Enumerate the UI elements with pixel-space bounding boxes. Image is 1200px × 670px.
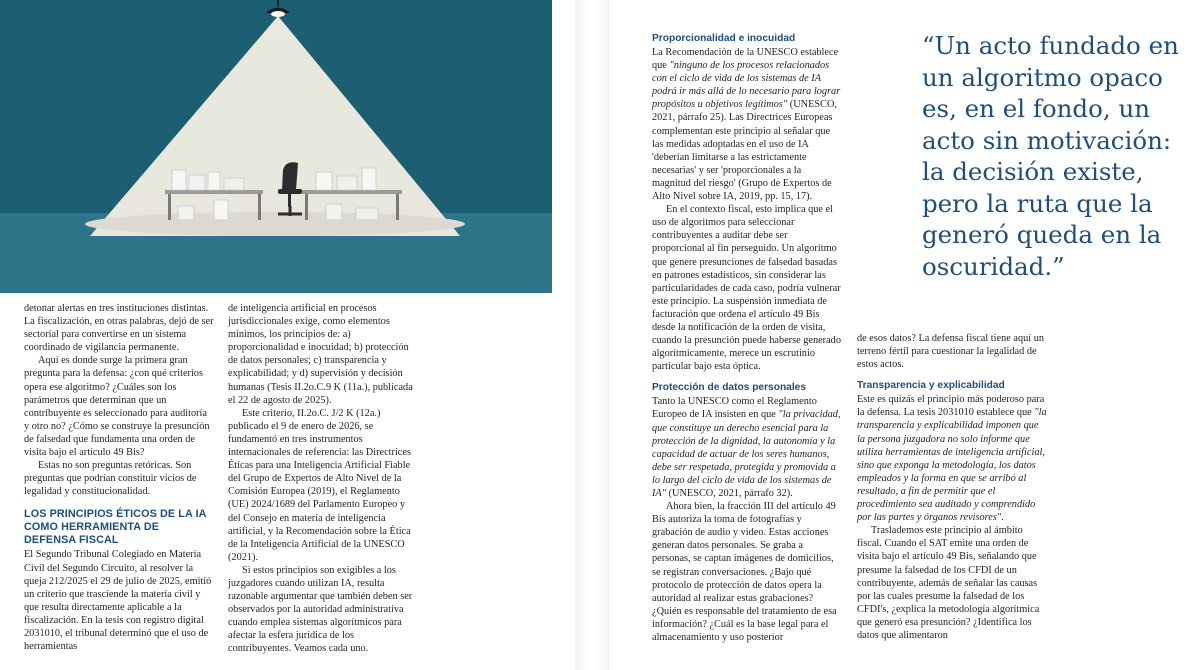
subsection-heading: Proporcionalidad e inocuidad [652,33,796,44]
right-column-2 [857,332,1047,642]
page-gutter [575,0,610,670]
lamp-bulb [271,11,285,17]
paragraph: La Recomendación de la UNESCO establece que "ninguno de los procesos relacionados con el ciclo de vida de los sistemas de IA podrá ir más allá de lo necesario para lograr propósitos u objetivos legítimos" (UNESCO, 2021, párrafo 25). Las Directrices Europeas complementan este principio al señalar que las medidas adoptadas en el uso de IA 'deberían limitarse a las estrictamente necesarias' y ser 'proporcionales a la magnitud del riesgo' (Grupo de Expertos de Alto Nivel sobre IA, 2019, pp. 15, 17). [652,47,841,203]
quote: "la privacidad, que constituye un derecho esencial para la protección de la dignidad, la autonomía y la capacidad de actuar de los seres humanos, debe ser respetada, protegida y promovida a lo largo del ciclo de vida de los sistemas de IA" [652,409,841,499]
left-column-1 [24,302,214,653]
paragraph: Si estos principios son exigibles a los juzgadores cuando utilizan IA, resulta razonable argumentar que también deben ser observados por la autoridad administrativa cuando emplea sistemas algorítmicos para afectar la esfera jurídica de los contribuyentes. Veamos cada uno. [228,564,413,655]
paragraph: Ahora bien, la fracción III del artículo 49 Bis autoriza la toma de fotografías y grabación de audio y video. Estas acciones generan datos personales. Se graba a personas, se captan imágenes de domicilios, se registran conversaciones. ¿Bajo qué protocolo de protección de datos opera la autoridad al realizar estas grabaciones? ¿Quién es responsable del tratamiento de esa información? ¿Cuál es la base legal para el almacenamiento y uso posterior [652,501,837,644]
pull-quote: “Un acto fundado en un algoritmo opaco es, en el fondo, un acto sin motivación: la decisión existe, pero la ruta que la generó queda en la oscuridad.” [922,31,1179,281]
left-column-2 [228,302,418,656]
paragraph: de esos datos? La defensa fiscal tiene aquí un terreno fértil para cuestionar la legalidad de estos actos. [857,333,1044,371]
paragraph: Aquí es donde surge la primera gran pregunta para la defensa: ¿con qué criterios opera ese algoritmo? ¿Cuáles son los parámetros que determinan que un contribuyente es seleccionado para auditoría y otro no? ¿Cómo se construye la presunción de falsedad que fundamenta una orden de visita bajo el artículo 49 Bis? [24,355,210,459]
paragraph: de inteligencia artificial en procesos jurisdiccionales exige, como elementos mínimos, los principios de: a) proporcionalidad e inocuidad; b) protección de datos personales; c) transparencia y explicabilidad; y d) supervisión y decisión humanas (Tesis II.2o.C.9 K (11a.), publicada el 22 de agosto de 2025). [228,303,413,406]
quote: "la transparencia y explicabilidad imponen que la persona juzgadora no solo informe que utiliza herramientas de inteligencia artificial, sino que exponga la metodología, los datos empleados y la forma en que se arribó al resultado, a fin de permitir que el procedimiento sea auditado y comprendido por las partes y órganos revisores" [857,407,1047,524]
paragraph: El Segundo Tribunal Colegiado en Materia Civil del Segundo Circuito, al resolver la queja 212/2025 el 29 de julio de 2025, emitió un criterio que trasciende la materia civil y que resulta directamente aplicable a la fiscalización. En la tesis con registro digital 2031010, el tribunal determinó que el uso de herramientas [24,549,212,653]
paragraph: Traslademos este principio al ámbito fiscal. Cuando el SAT emite una orden de visita bajo el artículo 49 Bis, señalando que presume la falsedad de los CFDI de un contribuyente, además de señalar las causas por las cuales presume la falsedad de los CFDI's, ¿explica la metodología algorítmica que generó esa presunción? ¿Identifica los datos que alimentaron [857,525,1040,641]
quote: "ninguno de los procesos relacionados con el ciclo de vida de los sistemas de IA podrá ir más allá de lo necesario para lograr propósitos u objetivos legítimos" [652,60,841,111]
light-pool [85,212,465,236]
right-column-1 [652,32,842,644]
paragraph: En el contexto fiscal, esto implica que el uso de algoritmos para seleccionar contribuyentes a auditar debe ser proporcional al fin perseguido. Un algoritmo que genere presunciones de falsedad basadas en patrones estadísticos, sin considerar las particularidades de cada caso, podría vulnerar este principio. La suspensión inmediata de facturación que ordena el artículo 49 Bis desde la notificación de la orden de visita, cuando la presunción puede haberse generado algorítmicamente, merece un escrutinio particular bajo esta óptica. [652,204,841,373]
paragraph: Tanto la UNESCO como el Reglamento Europeo de IA insisten en que "la privacidad, que constituye un derecho esencial para la protección de la dignidad, la autonomía y la capacidad de actuar de los seres humanos, debe ser respetada, protegida y promovida a lo largo del ciclo de vida de los sistemas de IA" (UNESCO, 2021, párrafo 32). [652,396,841,499]
subsection-heading: Protección de datos personales [652,382,806,394]
paragraph: Este criterio, II.2o.C. J/2 K (12a.) publicado el 9 de enero de 2026, se fundamentó en tres instrumentos internacionales de referencia: las Directrices Éticas para una Inteligencia Artificial Fiable del Grupo de Expertos de Alto Nivel de la Comisión Europea (2019), el Reglamento (UE) 2024/1689 del Parlamento Europeo y del Consejo en materia de inteligencia artificial, y la Recomendación sobre la Ética de la Inteligencia Artificial de la UNESCO (2021). [228,407,411,563]
subsection-heading: Transparencia y explicabilidad [857,380,1005,392]
section-heading: LOS PRINCIPIOS ÉTICOS DE LA IA COMO HERRAMIENTA DE DEFENSA FISCAL [24,508,207,547]
paragraph: Este es quizás el principio más poderoso para la defensa. La tesis 2031010 establece que "la transparencia y explicabilidad imponen que la persona juzgadora no solo informe que utiliza herramientas de inteligencia artificial, sino que exponga la metodología, los datos empleados y la forma en que se arribó al resultado, a fin de permitir que el procedimiento sea auditado y comprendido por las partes y órganos revisores". [857,394,1047,524]
office-spotlight-illustration [0,0,552,293]
paragraph: Estas no son preguntas retóricas. Son preguntas que podrían constituir vicios de legalidad y constitucionalidad. [24,460,197,498]
paragraph: detonar alertas en tres instituciones distintas. La fiscalización, en otras palabras, dejó de ser sectorial para convertirse en un sistema coordinado de vigilancia permanente. [24,303,214,354]
